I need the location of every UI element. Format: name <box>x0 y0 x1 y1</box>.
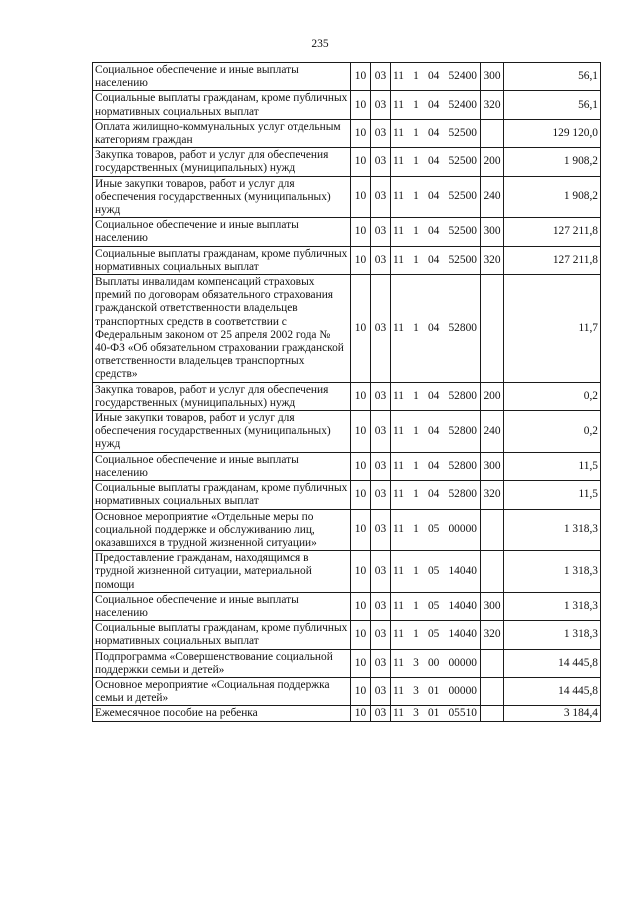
row-name: Закупка товаров, работ и услуг для обеспечения государственных (муниципальных) нужд <box>93 382 351 410</box>
amount: 0,2 <box>504 411 601 453</box>
row-name: Подпрограмма «Совершенствование социальной поддержки семьи и детей» <box>93 649 351 677</box>
target-article-part: 01 <box>427 706 440 719</box>
target-article-part: 11 <box>393 523 404 536</box>
row-name: Социальные выплаты гражданам, кроме публичных нормативных социальных выплат <box>93 91 351 119</box>
target-article-code <box>391 481 481 509</box>
subsection-code: 03 <box>371 452 391 480</box>
target-article-part: 04 <box>427 98 440 111</box>
expense-type-code <box>481 275 504 383</box>
amount: 1 318,3 <box>504 592 601 620</box>
target-article-part: 1 <box>413 488 419 501</box>
target-article-part: 52400 <box>448 98 477 111</box>
target-article-part: 00000 <box>448 656 477 669</box>
subsection-code: 03 <box>371 63 391 91</box>
subsection-code: 03 <box>371 481 391 509</box>
table-row <box>93 592 601 620</box>
table-row <box>93 452 601 480</box>
row-name: Социальное обеспечение и иные выплаты населению <box>93 63 351 91</box>
target-article-code <box>391 63 481 91</box>
table-row <box>93 63 601 91</box>
target-article-part: 52500 <box>448 253 477 266</box>
target-article-part: 1 <box>413 253 419 266</box>
subsection-code: 03 <box>371 677 391 705</box>
section-code: 10 <box>351 148 371 176</box>
section-code: 10 <box>351 551 371 593</box>
amount: 56,1 <box>504 63 601 91</box>
expense-type-code <box>481 677 504 705</box>
target-article-part: 1 <box>413 424 419 437</box>
table-row <box>93 649 601 677</box>
target-article-part: 05510 <box>448 706 477 719</box>
target-article-part: 1 <box>413 321 419 334</box>
target-article-part: 1 <box>413 628 419 641</box>
target-article-part: 1 <box>413 70 419 83</box>
target-article-part: 14040 <box>448 599 477 612</box>
target-article-part: 11 <box>393 599 404 612</box>
budget-table <box>92 62 601 722</box>
row-name: Иные закупки товаров, работ и услуг для обеспечения государственных (муниципальных) нужд <box>93 411 351 453</box>
target-article-code <box>391 551 481 593</box>
expense-type-code <box>481 509 504 551</box>
subsection-code: 03 <box>371 246 391 274</box>
target-article-part: 1 <box>413 126 419 139</box>
target-article-part: 11 <box>393 70 404 83</box>
table-row <box>93 481 601 509</box>
target-article-code <box>391 677 481 705</box>
section-code: 10 <box>351 509 371 551</box>
target-article-part: 11 <box>393 98 404 111</box>
amount: 11,5 <box>504 481 601 509</box>
table-row <box>93 382 601 410</box>
page-number: 235 <box>311 38 329 50</box>
amount: 129 120,0 <box>504 119 601 147</box>
target-article-part: 11 <box>393 564 404 577</box>
target-article-part: 1 <box>413 155 419 168</box>
target-article-part: 11 <box>393 155 404 168</box>
section-code: 10 <box>351 176 371 218</box>
subsection-code: 03 <box>371 621 391 649</box>
target-article-part: 01 <box>427 685 440 698</box>
expense-type-code: 240 <box>481 176 504 218</box>
amount: 127 211,8 <box>504 246 601 274</box>
subsection-code: 03 <box>371 551 391 593</box>
row-name: Основное мероприятие «Социальная поддержка семьи и детей» <box>93 677 351 705</box>
amount: 11,7 <box>504 275 601 383</box>
target-article-part: 52800 <box>448 321 477 334</box>
target-article-part: 3 <box>413 706 419 719</box>
row-name: Социальные выплаты гражданам, кроме публичных нормативных социальных выплат <box>93 246 351 274</box>
target-article-part: 04 <box>427 155 440 168</box>
target-article-part: 52500 <box>448 190 477 203</box>
target-article-part: 11 <box>393 459 404 472</box>
row-name: Социальное обеспечение и иные выплаты населению <box>93 218 351 246</box>
target-article-part: 52800 <box>448 488 477 501</box>
target-article-code <box>391 148 481 176</box>
row-name: Социальное обеспечение и иные выплаты населению <box>93 592 351 620</box>
row-name: Социальные выплаты гражданам, кроме публичных нормативных социальных выплат <box>93 481 351 509</box>
section-code: 10 <box>351 649 371 677</box>
table-row <box>93 275 601 383</box>
row-name: Выплаты инвалидам компенсаций страховых премий по договорам обязательного страхования гражданской ответственности владельцев транспортных средств в соответствии с Федеральным законом от 25 апреля 2002 года № 40-ФЗ «Об обязательном страховании гражданской ответственности владельцев транспортных средств» <box>93 275 351 383</box>
row-name: Социальное обеспечение и иные выплаты населению <box>93 452 351 480</box>
target-article-code <box>391 706 481 721</box>
target-article-code <box>391 119 481 147</box>
target-article-part: 00000 <box>448 685 477 698</box>
table-row <box>93 218 601 246</box>
row-name: Закупка товаров, работ и услуг для обеспечения государственных (муниципальных) нужд <box>93 148 351 176</box>
target-article-part: 04 <box>427 488 440 501</box>
amount: 1 318,3 <box>504 509 601 551</box>
amount: 1 908,2 <box>504 176 601 218</box>
row-name: Иные закупки товаров, работ и услуг для обеспечения государственных (муниципальных) нужд <box>93 176 351 218</box>
target-article-part: 04 <box>427 126 440 139</box>
target-article-part: 52800 <box>448 424 477 437</box>
target-article-part: 11 <box>393 190 404 203</box>
target-article-part: 52500 <box>448 126 477 139</box>
target-article-part: 1 <box>413 564 419 577</box>
section-code: 10 <box>351 275 371 383</box>
section-code: 10 <box>351 411 371 453</box>
target-article-code <box>391 411 481 453</box>
target-article-part: 14040 <box>448 628 477 641</box>
table-row <box>93 706 601 721</box>
table-row <box>93 621 601 649</box>
table-row <box>93 411 601 453</box>
target-article-part: 52500 <box>448 155 477 168</box>
target-article-code <box>391 275 481 383</box>
target-article-part: 11 <box>393 488 404 501</box>
target-article-part: 00000 <box>448 523 477 536</box>
target-article-part: 11 <box>393 656 404 669</box>
subsection-code: 03 <box>371 91 391 119</box>
section-code: 10 <box>351 63 371 91</box>
table-row <box>93 176 601 218</box>
target-article-part: 11 <box>393 706 404 719</box>
target-article-part: 52500 <box>448 225 477 238</box>
expense-type-code: 320 <box>481 246 504 274</box>
table-row <box>93 509 601 551</box>
target-article-part: 1 <box>413 190 419 203</box>
expense-type-code: 240 <box>481 411 504 453</box>
target-article-part: 1 <box>413 523 419 536</box>
target-article-part: 11 <box>393 126 404 139</box>
amount: 11,5 <box>504 452 601 480</box>
amount: 14 445,8 <box>504 649 601 677</box>
target-article-code <box>391 246 481 274</box>
subsection-code: 03 <box>371 176 391 218</box>
target-article-part: 05 <box>427 523 440 536</box>
subsection-code: 03 <box>371 119 391 147</box>
section-code: 10 <box>351 218 371 246</box>
target-article-part: 00 <box>427 656 440 669</box>
expense-type-code <box>481 119 504 147</box>
subsection-code: 03 <box>371 218 391 246</box>
table-row <box>93 246 601 274</box>
amount: 1 318,3 <box>504 551 601 593</box>
target-article-part: 04 <box>427 190 440 203</box>
target-article-part: 05 <box>427 628 440 641</box>
target-article-part: 11 <box>393 321 404 334</box>
amount: 1 318,3 <box>504 621 601 649</box>
expense-type-code: 300 <box>481 592 504 620</box>
target-article-part: 11 <box>393 225 404 238</box>
target-article-code <box>391 91 481 119</box>
target-article-part: 1 <box>413 459 419 472</box>
target-article-part: 11 <box>393 628 404 641</box>
target-article-code <box>391 592 481 620</box>
section-code: 10 <box>351 382 371 410</box>
target-article-part: 52800 <box>448 459 477 472</box>
amount: 127 211,8 <box>504 218 601 246</box>
expense-type-code <box>481 706 504 721</box>
amount: 3 184,4 <box>504 706 601 721</box>
target-article-part: 04 <box>427 424 440 437</box>
section-code: 10 <box>351 677 371 705</box>
subsection-code: 03 <box>371 706 391 721</box>
subsection-code: 03 <box>371 382 391 410</box>
section-code: 10 <box>351 481 371 509</box>
target-article-part: 1 <box>413 599 419 612</box>
row-name: Основное мероприятие «Отдельные меры по социальной поддержке и обслуживанию лиц, оказавшихся в трудной жизненной ситуации» <box>93 509 351 551</box>
table-row <box>93 677 601 705</box>
table-body <box>93 63 601 722</box>
section-code: 10 <box>351 706 371 721</box>
amount: 1 908,2 <box>504 148 601 176</box>
expense-type-code: 300 <box>481 63 504 91</box>
target-article-code <box>391 218 481 246</box>
target-article-code <box>391 452 481 480</box>
section-code: 10 <box>351 91 371 119</box>
target-article-part: 04 <box>427 321 440 334</box>
expense-type-code: 300 <box>481 218 504 246</box>
section-code: 10 <box>351 592 371 620</box>
target-article-code <box>391 621 481 649</box>
table-row <box>93 148 601 176</box>
target-article-part: 04 <box>427 70 440 83</box>
target-article-part: 1 <box>413 225 419 238</box>
expense-type-code <box>481 551 504 593</box>
amount: 14 445,8 <box>504 677 601 705</box>
subsection-code: 03 <box>371 592 391 620</box>
target-article-part: 1 <box>413 98 419 111</box>
target-article-code <box>391 649 481 677</box>
target-article-part: 04 <box>427 389 440 402</box>
target-article-part: 1 <box>413 389 419 402</box>
target-article-code <box>391 509 481 551</box>
row-name: Социальные выплаты гражданам, кроме публичных нормативных социальных выплат <box>93 621 351 649</box>
row-name: Предоставление гражданам, находящимся в трудной жизненной ситуации, материальной помощи <box>93 551 351 593</box>
target-article-part: 11 <box>393 424 404 437</box>
target-article-part: 11 <box>393 253 404 266</box>
section-code: 10 <box>351 621 371 649</box>
target-article-code <box>391 382 481 410</box>
target-article-part: 05 <box>427 599 440 612</box>
subsection-code: 03 <box>371 411 391 453</box>
target-article-part: 3 <box>413 685 419 698</box>
expense-type-code: 200 <box>481 382 504 410</box>
row-name: Оплата жилищно-коммунальных услуг отдельным категориям граждан <box>93 119 351 147</box>
expense-type-code: 320 <box>481 91 504 119</box>
target-article-part: 04 <box>427 459 440 472</box>
table-row <box>93 119 601 147</box>
amount: 56,1 <box>504 91 601 119</box>
row-name: Ежемесячное пособие на ребенка <box>93 706 351 721</box>
target-article-part: 14040 <box>448 564 477 577</box>
expense-type-code: 320 <box>481 621 504 649</box>
subsection-code: 03 <box>371 509 391 551</box>
target-article-part: 11 <box>393 389 404 402</box>
subsection-code: 03 <box>371 649 391 677</box>
subsection-code: 03 <box>371 148 391 176</box>
amount: 0,2 <box>504 382 601 410</box>
target-article-part: 04 <box>427 253 440 266</box>
table-row <box>93 551 601 593</box>
section-code: 10 <box>351 119 371 147</box>
expense-type-code <box>481 649 504 677</box>
table-row <box>93 91 601 119</box>
subsection-code: 03 <box>371 275 391 383</box>
expense-type-code: 320 <box>481 481 504 509</box>
section-code: 10 <box>351 246 371 274</box>
expense-type-code: 300 <box>481 452 504 480</box>
target-article-part: 3 <box>413 656 419 669</box>
expense-type-code: 200 <box>481 148 504 176</box>
target-article-part: 11 <box>393 685 404 698</box>
target-article-part: 05 <box>427 564 440 577</box>
section-code: 10 <box>351 452 371 480</box>
target-article-part: 52400 <box>448 70 477 83</box>
target-article-code <box>391 176 481 218</box>
target-article-part: 04 <box>427 225 440 238</box>
target-article-part: 52800 <box>448 389 477 402</box>
